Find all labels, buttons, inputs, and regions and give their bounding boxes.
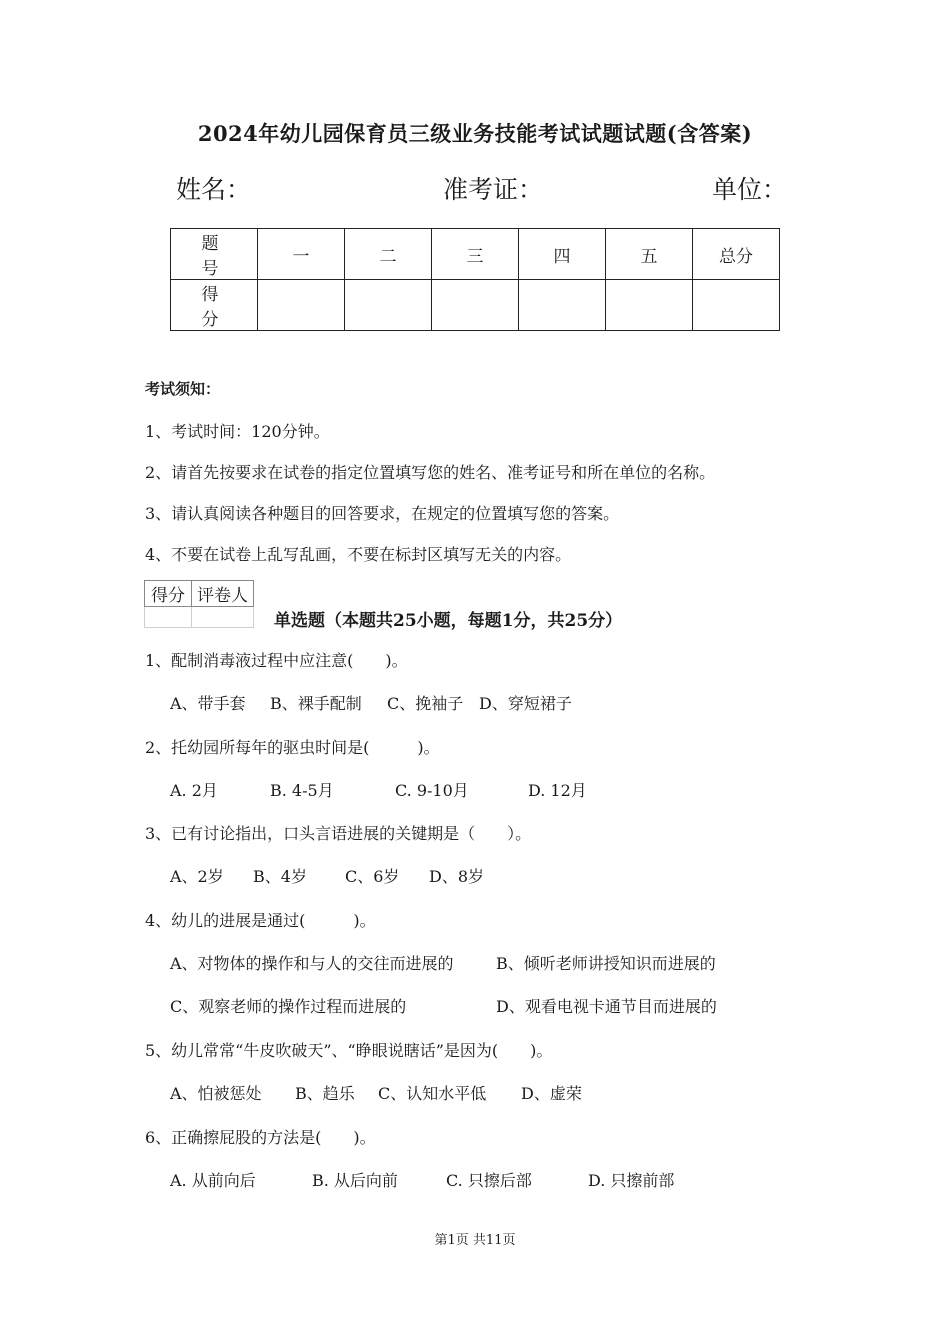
score-cell-3[interactable]: [432, 280, 519, 331]
option-d: D、观看电视卡通节目而进展的: [496, 997, 717, 1016]
option-d: D. 12月: [528, 781, 587, 800]
option-b: B. 4-5月: [270, 781, 334, 800]
grader-box: [144, 580, 254, 628]
score-table: [170, 228, 780, 331]
score-cell-4[interactable]: [519, 280, 606, 331]
option-b: B、趋乐: [295, 1084, 355, 1103]
score-table-header-row: [171, 229, 780, 280]
section-title: 单选题（本题共25小题，每题1分，共25分）: [274, 611, 623, 631]
option-c: C、观察老师的操作过程而进展的: [170, 997, 407, 1016]
grader-score-label: 得分: [145, 581, 192, 607]
question-stem: 3、已有讨论指出，口头言语进展的关键期是（ ）。: [145, 824, 532, 843]
option-a: A、对物体的操作和与人的交往而进展的: [170, 954, 454, 973]
option-c: C、挽袖子: [387, 694, 464, 713]
option-d: D、穿短裙子: [479, 694, 572, 713]
option-a: A. 2月: [170, 781, 218, 800]
option-c: C. 9-10月: [395, 781, 469, 800]
notice-item: 2、请首先按要求在试卷的指定位置填写您的姓名、准考证号和所在单位的名称。: [145, 463, 716, 482]
option-d: D、虚荣: [521, 1084, 582, 1103]
option-d: D、8岁: [429, 867, 485, 886]
score-table-col-3: 三: [432, 229, 519, 280]
score-cell-total[interactable]: [693, 280, 780, 331]
question-stem: 5、幼儿常常“牛皮吹破天”、“睁眼说瞎话”是因为( )。: [145, 1041, 553, 1060]
name-label: 姓名：: [176, 175, 252, 204]
grader-name-label: 评卷人: [192, 581, 254, 607]
score-table-col-5: 五: [606, 229, 693, 280]
option-d: D. 只擦前部: [588, 1171, 675, 1190]
score-cell-2[interactable]: [345, 280, 432, 331]
option-c: C、6岁: [345, 867, 400, 886]
score-table-col-total: 总分: [693, 229, 780, 280]
question-stem: 6、正确擦屁股的方法是( )。: [145, 1128, 376, 1147]
option-b: B. 从后向前: [312, 1171, 398, 1190]
option-a: A、2岁: [170, 867, 224, 886]
option-a: A、怕被惩处: [170, 1084, 262, 1103]
notice-item: 1、考试时间：120分钟。: [145, 422, 330, 441]
option-b: B、裸手配制: [270, 694, 362, 713]
option-a: A. 从前向后: [170, 1171, 256, 1190]
score-table-col-1: 一: [258, 229, 345, 280]
question-stem: 1、配制消毒液过程中应注意( )。: [145, 651, 408, 670]
notice-item: 3、请认真阅读各种题目的回答要求，在规定的位置填写您的答案。: [145, 504, 620, 523]
score-cell-5[interactable]: [606, 280, 693, 331]
option-b: B、4岁: [253, 867, 307, 886]
question-stem: 4、幼儿的进展是通过( )。: [145, 911, 376, 930]
option-a: A、带手套: [170, 694, 246, 713]
score-table-score-row: [171, 280, 780, 331]
score-table-header-label: 题 号: [171, 229, 258, 280]
question-stem: 2、托幼园所每年的驱虫时间是( )。: [145, 738, 440, 757]
exam-id-label: 准考证：: [443, 175, 544, 204]
grader-name-cell[interactable]: [192, 607, 254, 628]
option-c: C. 只擦后部: [446, 1171, 532, 1190]
notice-item: 4、不要在试卷上乱写乱画，不要在标封区填写无关的内容。: [145, 545, 572, 564]
unit-label: 单位：: [712, 175, 788, 204]
score-table-row-label: 得 分: [171, 280, 258, 331]
grader-score-cell[interactable]: [145, 607, 192, 628]
page-footer: 第1页 共11页: [434, 1233, 516, 1248]
score-table-col-2: 二: [345, 229, 432, 280]
score-table-col-4: 四: [519, 229, 606, 280]
option-c: C、认知水平低: [378, 1084, 487, 1103]
notice-heading: 考试须知：: [145, 380, 221, 398]
option-b: B、倾听老师讲授知识而进展的: [496, 954, 716, 973]
document-title: 2024年幼儿园保育员三级业务技能考试试题试题(含答案): [197, 121, 753, 146]
